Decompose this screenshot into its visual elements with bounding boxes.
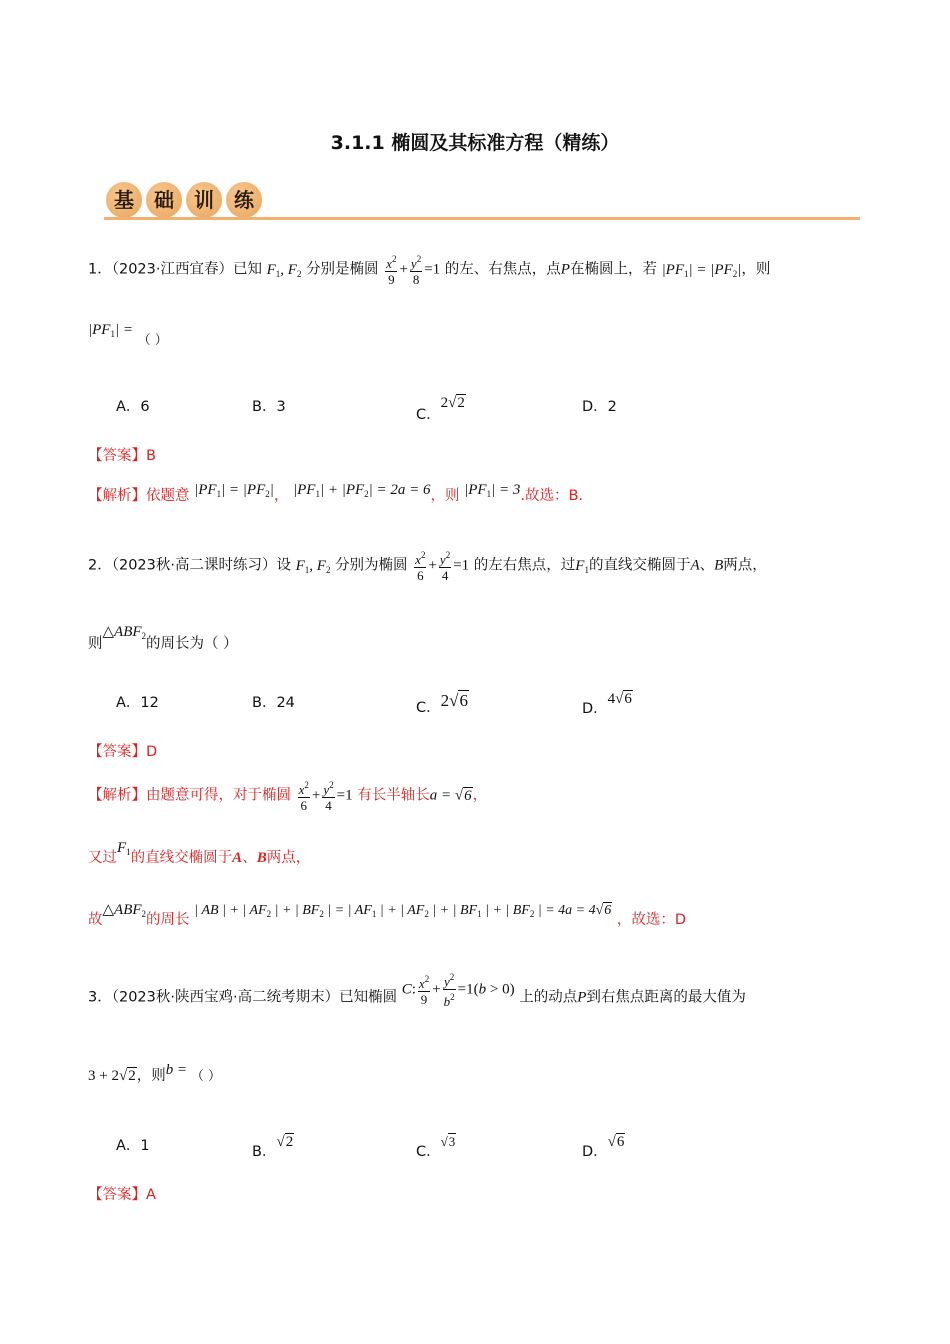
math-formula: 2√2 xyxy=(440,395,465,411)
math-fraction: $\frac{x^2}{6}$ xyxy=(298,780,309,813)
q2-analysis-line1: 【解析】由题意可得，对于椭圆 $\frac{x^2}{6}$ + $\frac{y^2}{4}$ =1 有长半轴长a = √6， xyxy=(88,780,488,813)
q3-option-d[interactable]: D．√6 xyxy=(582,1134,625,1160)
q3-stem-line2: 3 + 2√2，则b = （ ） xyxy=(88,1062,222,1084)
math-fraction: $\frac{x^2}{6}$ xyxy=(415,550,426,583)
math-formula: C: $\frac{x^2}{9}$ + $\frac{y^2}{b^2}$ =1(b > 0) xyxy=(401,972,515,1009)
math-formula: $F_1$, $F_2$ xyxy=(295,557,331,575)
q2-option-b[interactable]: B．24 xyxy=(252,695,295,711)
math-formula: $|PF_1|$ = xyxy=(88,322,133,339)
q3-option-b[interactable]: B．√2 xyxy=(252,1134,294,1160)
math-fraction: $\frac{y^2}{8}$ xyxy=(410,254,422,287)
q2-option-d[interactable]: D．4√6 xyxy=(582,691,632,717)
q2-stem-line2: 则$\triangle ABF_2$的周长为（ ） xyxy=(88,624,238,652)
q1-option-b[interactable]: B．3 xyxy=(252,399,286,415)
banner-divider xyxy=(104,217,860,220)
q2-option-a[interactable]: A．12 xyxy=(116,695,159,711)
q1-analysis: 【解析】依题意 $|PF_1| = |PF_2|$， $|PF_1| + |PF_2| = 2a = 6$，则 $|PF_1| = 3$.故选：B. xyxy=(88,482,584,504)
q1-stem-line1: 1．（2023·江西宜春）已知 $F_1$, $F_2$ 分别是椭圆 $\frac{x^2}{9}$ + $\frac{y^2}{8}$ =1 的左、右焦点，点P在椭圆上，若 $|PF_1| = |PF_2|$，则 xyxy=(88,254,771,287)
q2-answer: 【答案】D xyxy=(88,744,158,760)
q2-analysis-line2: 又过$F_1$的直线交椭圆于A、B两点， xyxy=(88,840,311,866)
math-formula: $F_1$, $F_2$ xyxy=(266,261,302,279)
page-title: 3.1.1 椭圆及其标准方程（精练） xyxy=(330,132,620,154)
q1-answer: 【答案】B xyxy=(88,448,156,464)
math-formula: $F_1$ xyxy=(117,840,131,857)
q3-stem-line1: 3．（2023秋·陕西宝鸡·高二统考期末）已知椭圆 C: $\frac{x^2}{9}$ + $\frac{y^2}{b^2}$ =1(b > 0) 上的动点P到右焦点距离的最大值为 xyxy=(88,972,746,1009)
q2-stem-line1: 2．（2023秋·高二课时练习）设 $F_1$, $F_2$ 分别为椭圆 $\frac{x^2}{6}$ + $\frac{y^2}{4}$ =1 的左右焦点，过$F_1$的直线交椭圆于A、B两点， xyxy=(88,550,767,583)
math-fraction: $\frac{y^2}{4}$ xyxy=(439,550,451,583)
q1-stem-line2: $|PF_1|$ = （ ） xyxy=(88,322,168,348)
math-formula: $|PF_1| = |PF_2|$ xyxy=(661,261,742,279)
math-fraction: $\frac{x^2}{9}$ xyxy=(386,254,397,287)
math-formula: $|PF_1| = |PF_2|$ xyxy=(194,482,274,499)
math-formula: √2 xyxy=(276,1134,294,1150)
q3-option-c[interactable]: C．√3 xyxy=(416,1134,456,1160)
math-formula: √3 xyxy=(440,1134,456,1149)
q2-option-c[interactable]: C．2√6 xyxy=(416,691,468,716)
math-formula: 4√6 xyxy=(607,691,632,707)
banner-char: 基 xyxy=(106,182,142,218)
math-formula: $|PF_1| + |PF_2| = 2a = 6$ xyxy=(293,482,431,499)
q1-option-d[interactable]: D．2 xyxy=(582,399,617,415)
banner-char: 础 xyxy=(146,182,182,218)
q1-option-c[interactable]: C．2√2 xyxy=(416,395,465,423)
q3-answer: 【答案】A xyxy=(88,1187,156,1203)
math-fraction: $\frac{y^2}{4}$ xyxy=(323,780,334,813)
q2-analysis-line3: 故$\triangle ABF_2$的周长 | AB | + | $AF_2$ | + | $BF_2$ | = | $AF_1$ | + | $AF_2$ | + | $BF_1$ | + | $BF_2$ | = 4a = 4√6 ，故选：D xyxy=(88,902,687,928)
q1-option-a[interactable]: A．6 xyxy=(116,399,150,415)
math-formula: 3 + 2√2 xyxy=(88,1068,136,1084)
banner-char: 训 xyxy=(186,182,222,218)
math-formula: | AB | + | $AF_2$ | + | $BF_2$ | = | $AF_1$ | + | $AF_2$ | + | $BF_1$ | + | $BF_2$ | = 4a = 4√6 xyxy=(194,903,612,919)
banner-char: 练 xyxy=(226,182,262,218)
math-formula: $\triangle ABF_2$ xyxy=(102,902,147,919)
math-formula: 2√6 xyxy=(440,691,468,710)
math-formula: $|PF_1| = 3$ xyxy=(464,482,521,499)
math-formula: a = √6 xyxy=(429,787,472,804)
math-formula: √6 xyxy=(607,1134,625,1150)
q3-option-a[interactable]: A．1 xyxy=(116,1138,150,1154)
math-formula: $\triangle ABF_2$ xyxy=(102,624,147,641)
